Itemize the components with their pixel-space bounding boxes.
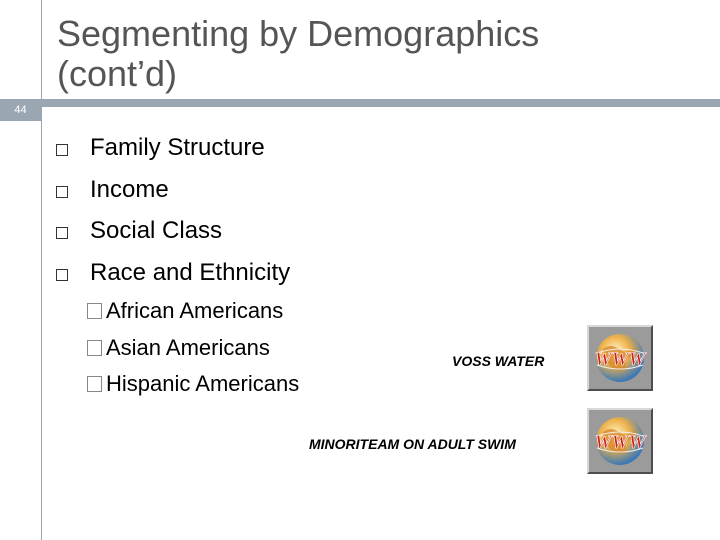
bullet-text: Social Class [90, 217, 223, 244]
sub-bullet-box-icon [87, 303, 102, 319]
square-bullet-icon [56, 227, 68, 239]
square-bullet-icon [56, 144, 68, 156]
sub-bullet-item [87, 332, 299, 369]
bullet-text: Race and Ethnicity [90, 258, 291, 286]
minoriteam-link-label: MINORITEAM ON ADULT SWIM [309, 436, 516, 452]
bullet-text: Family Structure [90, 134, 265, 161]
www-globe-icon [589, 410, 651, 472]
sub-bullet-text: Asian Americans [106, 334, 270, 360]
slide-number: 44 [0, 99, 41, 121]
minoriteam-link-button[interactable] [587, 408, 653, 474]
slide-title-line-1: Segmenting by Demographics [57, 13, 540, 54]
title-underline-bar [41, 99, 720, 107]
www-globe-icon [589, 327, 651, 389]
sub-bullet-box-icon [87, 340, 102, 356]
slide-title [57, 14, 677, 94]
svg-text:WWW: WWW [594, 349, 646, 370]
voss-water-link-button[interactable] [587, 325, 653, 391]
sub-bullet-text: African Americans [106, 298, 284, 323]
left-divider [41, 0, 42, 540]
voss-water-link-label: VOSS WATER [452, 353, 545, 369]
sub-bullet-text: Hispanic Americans [106, 371, 300, 396]
square-bullet-icon [56, 186, 68, 198]
slide-title-line-2: (cont’d) [57, 53, 178, 94]
sub-bullet-item [87, 368, 299, 405]
svg-text:WWW: WWW [594, 432, 646, 453]
square-bullet-icon [56, 269, 68, 281]
bullet-text: Income [90, 175, 169, 203]
sub-bullet-list [87, 295, 299, 405]
sub-bullet-box-icon [87, 376, 102, 392]
sub-bullet-item [87, 295, 299, 332]
